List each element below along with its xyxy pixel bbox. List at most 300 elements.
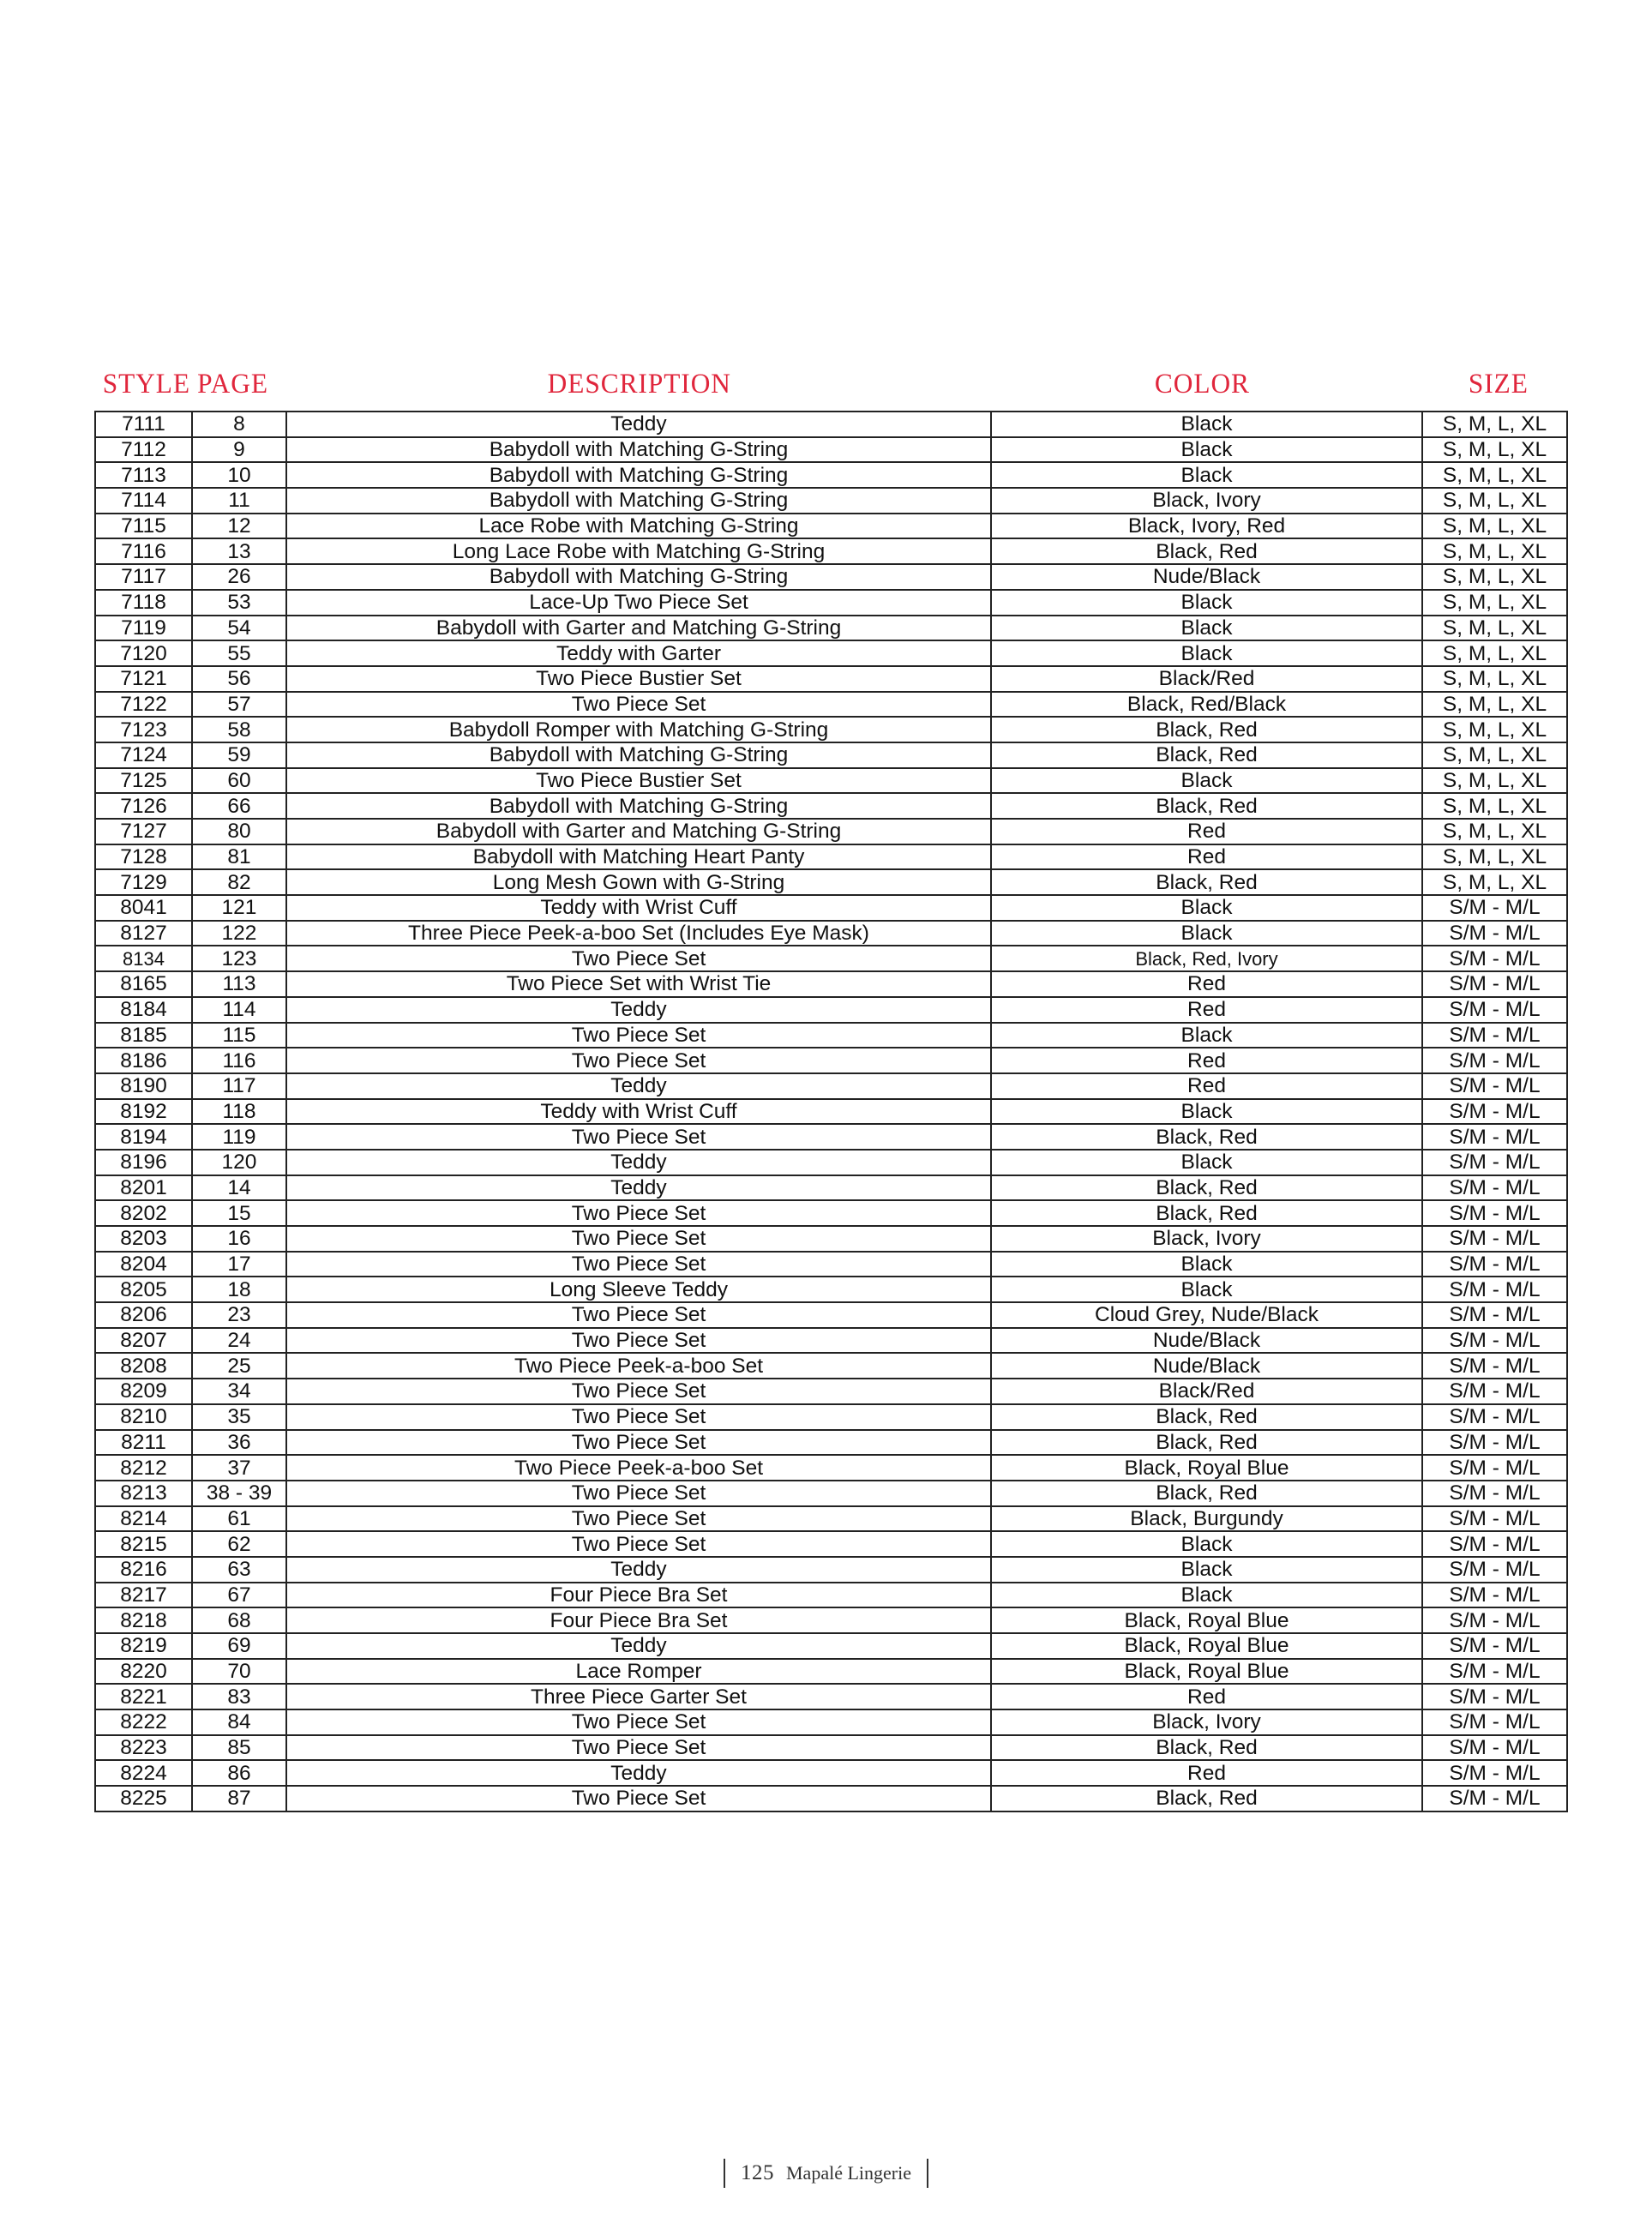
page-cell: 84 <box>192 1709 286 1735</box>
style-cell: 8201 <box>95 1175 192 1201</box>
page-cell: 56 <box>192 666 286 692</box>
size-cell: S, M, L, XL <box>1422 742 1567 768</box>
table-row <box>95 564 1567 590</box>
size-cell: S/M - M/L <box>1422 946 1567 971</box>
page-cell: 24 <box>192 1328 286 1354</box>
description-cell: Long Mesh Gown with G-String <box>286 869 991 895</box>
style-cell: 8212 <box>95 1455 192 1481</box>
color-cell: Black, Red <box>991 742 1422 768</box>
size-cell: S/M - M/L <box>1422 1379 1567 1404</box>
size-cell: S/M - M/L <box>1422 895 1567 921</box>
size-cell: S/M - M/L <box>1422 1531 1567 1557</box>
page-cell: 119 <box>192 1124 286 1150</box>
footer-brand: Mapalé Lingerie <box>786 2162 911 2184</box>
style-cell: 8196 <box>95 1150 192 1175</box>
style-cell: 8165 <box>95 971 192 997</box>
page-cell: 38 - 39 <box>192 1481 286 1506</box>
table-row <box>95 895 1567 921</box>
page-cell: 120 <box>192 1150 286 1175</box>
style-cell: 7114 <box>95 488 192 514</box>
style-cell: 7125 <box>95 768 192 794</box>
page-cell: 69 <box>192 1633 286 1659</box>
page-cell: 81 <box>192 844 286 870</box>
description-cell: Two Piece Set <box>286 1252 991 1277</box>
page-cell: 26 <box>192 564 286 590</box>
description-cell: Long Sleeve Teddy <box>286 1277 991 1302</box>
color-cell: Black, Red <box>991 1735 1422 1761</box>
style-cell: 7113 <box>95 462 192 488</box>
page-cell: 86 <box>192 1760 286 1786</box>
color-cell: Black, Red <box>991 793 1422 819</box>
style-cell: 8216 <box>95 1557 192 1583</box>
style-cell: 8202 <box>95 1200 192 1226</box>
table-row <box>95 538 1567 564</box>
color-cell: Black, Ivory, Red <box>991 514 1422 539</box>
color-cell: Black, Royal Blue <box>991 1633 1422 1659</box>
size-cell: S/M - M/L <box>1422 1353 1567 1379</box>
description-cell: Babydoll with Matching G-String <box>286 742 991 768</box>
table-row <box>95 768 1567 794</box>
description-cell: Teddy <box>286 412 991 437</box>
style-cell: 8185 <box>95 1023 192 1048</box>
description-cell: Teddy with Garter <box>286 640 991 666</box>
description-cell: Two Piece Set <box>286 1023 991 1048</box>
table-row <box>95 971 1567 997</box>
table-row <box>95 590 1567 616</box>
table-row <box>95 1150 1567 1175</box>
size-cell: S/M - M/L <box>1422 1735 1567 1761</box>
color-cell: Black, Red <box>991 717 1422 742</box>
color-cell: Black <box>991 768 1422 794</box>
size-cell: S/M - M/L <box>1422 1684 1567 1709</box>
page-cell: 36 <box>192 1430 286 1456</box>
description-cell: Two Piece Set <box>286 1302 991 1328</box>
color-cell: Black, Red/Black <box>991 692 1422 718</box>
description-cell: Two Piece Set <box>286 1709 991 1735</box>
table-row <box>95 1200 1567 1226</box>
style-cell: 8213 <box>95 1481 192 1506</box>
page-cell: 55 <box>192 640 286 666</box>
description-cell: Two Piece Set with Wrist Tie <box>286 971 991 997</box>
size-cell: S, M, L, XL <box>1422 666 1567 692</box>
color-cell: Black <box>991 1277 1422 1302</box>
description-cell: Two Piece Set <box>286 946 991 971</box>
size-cell: S, M, L, XL <box>1422 590 1567 616</box>
style-cell: 8041 <box>95 895 192 921</box>
description-cell: Two Piece Set <box>286 1481 991 1506</box>
page-cell: 115 <box>192 1023 286 1048</box>
size-cell: S, M, L, XL <box>1422 616 1567 641</box>
style-cell: 8224 <box>95 1760 192 1786</box>
color-cell: Black <box>991 1150 1422 1175</box>
color-cell: Red <box>991 844 1422 870</box>
style-cell: 8223 <box>95 1735 192 1761</box>
page-cell: 70 <box>192 1659 286 1685</box>
description-cell: Four Piece Bra Set <box>286 1607 991 1633</box>
style-cell: 7122 <box>95 692 192 718</box>
style-index-table <box>94 411 1566 1812</box>
size-cell: S, M, L, XL <box>1422 462 1567 488</box>
table-row <box>95 1175 1567 1201</box>
color-cell: Red <box>991 819 1422 844</box>
style-cell: 8186 <box>95 1048 192 1073</box>
description-cell: Lace-Up Two Piece Set <box>286 590 991 616</box>
table-row <box>95 742 1567 768</box>
page-number: 125 <box>741 2161 774 2184</box>
description-cell: Lace Robe with Matching G-String <box>286 514 991 539</box>
description-cell: Babydoll with Matching G-String <box>286 488 991 514</box>
style-cell: 7126 <box>95 793 192 819</box>
color-cell: Black, Ivory <box>991 1709 1422 1735</box>
table-row <box>95 1302 1567 1328</box>
color-cell: Red <box>991 1048 1422 1073</box>
color-cell: Black, Red <box>991 1404 1422 1430</box>
style-cell: 7115 <box>95 514 192 539</box>
description-cell: Two Piece Set <box>286 692 991 718</box>
description-cell: Teddy <box>286 1633 991 1659</box>
color-cell: Black <box>991 412 1422 437</box>
table-row <box>95 488 1567 514</box>
page-cell: 58 <box>192 717 286 742</box>
description-cell: Two Piece Set <box>286 1735 991 1761</box>
page-cell: 8 <box>192 412 286 437</box>
table-row <box>95 1430 1567 1456</box>
color-cell: Black <box>991 895 1422 921</box>
description-cell: Teddy <box>286 1073 991 1099</box>
style-cell: 7118 <box>95 590 192 616</box>
style-cell: 7112 <box>95 437 192 463</box>
style-cell: 7128 <box>95 844 192 870</box>
size-cell: S/M - M/L <box>1422 1252 1567 1277</box>
table-row <box>95 1709 1567 1735</box>
table-row <box>95 1607 1567 1633</box>
description-cell: Babydoll with Garter and Matching G-String <box>286 819 991 844</box>
style-cell: 8222 <box>95 1709 192 1735</box>
style-cell: 7120 <box>95 640 192 666</box>
color-cell: Black <box>991 1583 1422 1608</box>
table-row <box>95 412 1567 437</box>
size-cell: S/M - M/L <box>1422 1786 1567 1811</box>
description-cell: Three Piece Peek-a-boo Set (Includes Eye Mask) <box>286 921 991 946</box>
color-cell: Black, Red <box>991 1430 1422 1456</box>
table-row <box>95 1404 1567 1430</box>
table-row <box>95 692 1567 718</box>
style-cell: 7111 <box>95 412 192 437</box>
size-cell: S/M - M/L <box>1422 1709 1567 1735</box>
header-page: PAGE <box>197 369 268 400</box>
table-row <box>95 717 1567 742</box>
color-cell: Nude/Black <box>991 564 1422 590</box>
page-cell: 67 <box>192 1583 286 1608</box>
description-cell: Teddy <box>286 1175 991 1201</box>
style-cell: 8218 <box>95 1607 192 1633</box>
size-cell: S/M - M/L <box>1422 1583 1567 1608</box>
table-row <box>95 1583 1567 1608</box>
style-cell: 8192 <box>95 1099 192 1125</box>
style-cell: 7121 <box>95 666 192 692</box>
style-cell: 7117 <box>95 564 192 590</box>
description-cell: Lace Romper <box>286 1659 991 1685</box>
style-cell: 8221 <box>95 1684 192 1709</box>
description-cell: Two Piece Set <box>286 1404 991 1430</box>
description-cell: Two Piece Set <box>286 1531 991 1557</box>
color-cell: Black/Red <box>991 1379 1422 1404</box>
table-row <box>95 997 1567 1023</box>
page-cell: 62 <box>192 1531 286 1557</box>
description-cell: Two Piece Set <box>286 1124 991 1150</box>
size-cell: S/M - M/L <box>1422 1150 1567 1175</box>
table-row <box>95 1760 1567 1786</box>
color-cell: Black, Royal Blue <box>991 1607 1422 1633</box>
color-cell: Black/Red <box>991 666 1422 692</box>
style-cell: 8225 <box>95 1786 192 1811</box>
style-cell: 8208 <box>95 1353 192 1379</box>
table-row <box>95 1481 1567 1506</box>
table-row <box>95 1531 1567 1557</box>
style-cell: 8194 <box>95 1124 192 1150</box>
size-cell: S/M - M/L <box>1422 1481 1567 1506</box>
page-cell: 16 <box>192 1226 286 1252</box>
style-cell: 8210 <box>95 1404 192 1430</box>
color-cell: Black, Red <box>991 1124 1422 1150</box>
table-row <box>95 1506 1567 1532</box>
description-cell: Two Piece Set <box>286 1786 991 1811</box>
table-row <box>95 921 1567 946</box>
style-cell: 7124 <box>95 742 192 768</box>
table-row <box>95 1277 1567 1302</box>
header-size: SIZE <box>1468 369 1529 400</box>
color-cell: Black <box>991 590 1422 616</box>
size-cell: S/M - M/L <box>1422 1659 1567 1685</box>
page-cell: 54 <box>192 616 286 641</box>
page-cell: 15 <box>192 1200 286 1226</box>
page-cell: 53 <box>192 590 286 616</box>
page-cell: 10 <box>192 462 286 488</box>
style-cell: 7116 <box>95 538 192 564</box>
style-cell: 8190 <box>95 1073 192 1099</box>
table-row <box>95 1379 1567 1404</box>
size-cell: S, M, L, XL <box>1422 564 1567 590</box>
table-row <box>95 514 1567 539</box>
size-cell: S, M, L, XL <box>1422 640 1567 666</box>
description-cell: Babydoll with Matching G-String <box>286 564 991 590</box>
page-cell: 117 <box>192 1073 286 1099</box>
size-cell: S, M, L, XL <box>1422 819 1567 844</box>
description-cell: Two Piece Bustier Set <box>286 768 991 794</box>
table-row <box>95 869 1567 895</box>
table-body <box>95 412 1567 1811</box>
size-cell: S/M - M/L <box>1422 1099 1567 1125</box>
color-cell: Black <box>991 1531 1422 1557</box>
description-cell: Teddy with Wrist Cuff <box>286 1099 991 1125</box>
style-cell: 8205 <box>95 1277 192 1302</box>
description-cell: Babydoll with Matching G-String <box>286 462 991 488</box>
table-row <box>95 1099 1567 1125</box>
color-cell: Black <box>991 462 1422 488</box>
description-cell: Two Piece Set <box>286 1430 991 1456</box>
table-row <box>95 1735 1567 1761</box>
color-cell: Black <box>991 1557 1422 1583</box>
table-row <box>95 437 1567 463</box>
style-cell: 8214 <box>95 1506 192 1532</box>
table-row <box>95 1633 1567 1659</box>
color-cell: Red <box>991 1684 1422 1709</box>
style-cell: 8206 <box>95 1302 192 1328</box>
table-row <box>95 793 1567 819</box>
size-cell: S, M, L, XL <box>1422 692 1567 718</box>
size-cell: S/M - M/L <box>1422 1557 1567 1583</box>
page-footer <box>0 2159 1652 2188</box>
style-cell: 8220 <box>95 1659 192 1685</box>
color-cell: Black <box>991 1023 1422 1048</box>
color-cell: Black, Ivory <box>991 488 1422 514</box>
style-cell: 7127 <box>95 819 192 844</box>
size-cell: S, M, L, XL <box>1422 488 1567 514</box>
description-cell: Two Piece Set <box>286 1506 991 1532</box>
style-cell: 7129 <box>95 869 192 895</box>
description-cell: Two Piece Peek-a-boo Set <box>286 1353 991 1379</box>
description-cell: Four Piece Bra Set <box>286 1583 991 1608</box>
description-cell: Two Piece Bustier Set <box>286 666 991 692</box>
description-cell: Two Piece Set <box>286 1048 991 1073</box>
table-row <box>95 616 1567 641</box>
style-cell: 8134 <box>95 946 192 971</box>
page-cell: 61 <box>192 1506 286 1532</box>
color-cell: Black <box>991 437 1422 463</box>
description-cell: Babydoll with Matching G-String <box>286 793 991 819</box>
table-row <box>95 844 1567 870</box>
page-cell: 63 <box>192 1557 286 1583</box>
size-cell: S/M - M/L <box>1422 1302 1567 1328</box>
page-cell: 12 <box>192 514 286 539</box>
description-cell: Two Piece Set <box>286 1328 991 1354</box>
page-cell: 11 <box>192 488 286 514</box>
table-row <box>95 946 1567 971</box>
style-cell: 8209 <box>95 1379 192 1404</box>
page-cell: 25 <box>192 1353 286 1379</box>
style-cell: 8184 <box>95 997 192 1023</box>
page-cell: 17 <box>192 1252 286 1277</box>
size-cell: S, M, L, XL <box>1422 717 1567 742</box>
style-cell: 8215 <box>95 1531 192 1557</box>
table-row <box>95 1226 1567 1252</box>
description-cell: Babydoll Romper with Matching G-String <box>286 717 991 742</box>
size-cell: S, M, L, XL <box>1422 538 1567 564</box>
color-cell: Black, Red <box>991 1481 1422 1506</box>
table-row <box>95 1557 1567 1583</box>
style-cell: 8219 <box>95 1633 192 1659</box>
description-cell: Babydoll with Garter and Matching G-String <box>286 616 991 641</box>
color-cell: Nude/Black <box>991 1353 1422 1379</box>
size-cell: S, M, L, XL <box>1422 844 1567 870</box>
style-cell: 7123 <box>95 717 192 742</box>
size-cell: S, M, L, XL <box>1422 793 1567 819</box>
page-cell: 14 <box>192 1175 286 1201</box>
size-cell: S, M, L, XL <box>1422 768 1567 794</box>
color-cell: Black, Red <box>991 869 1422 895</box>
color-cell: Black, Red <box>991 1200 1422 1226</box>
color-cell: Black <box>991 1252 1422 1277</box>
color-cell: Red <box>991 997 1422 1023</box>
description-cell: Two Piece Set <box>286 1200 991 1226</box>
page-cell: 116 <box>192 1048 286 1073</box>
description-cell: Teddy <box>286 1760 991 1786</box>
description-cell: Teddy with Wrist Cuff <box>286 895 991 921</box>
style-cell: 8127 <box>95 921 192 946</box>
table-row <box>95 1073 1567 1099</box>
table-row <box>95 1328 1567 1354</box>
size-cell: S/M - M/L <box>1422 1404 1567 1430</box>
page-cell: 59 <box>192 742 286 768</box>
page-cell: 60 <box>192 768 286 794</box>
size-cell: S/M - M/L <box>1422 1607 1567 1633</box>
table-row <box>95 462 1567 488</box>
description-cell: Teddy <box>286 997 991 1023</box>
size-cell: S/M - M/L <box>1422 921 1567 946</box>
table-row <box>95 1684 1567 1709</box>
size-cell: S/M - M/L <box>1422 1633 1567 1659</box>
size-cell: S/M - M/L <box>1422 1048 1567 1073</box>
page-cell: 35 <box>192 1404 286 1430</box>
description-cell: Babydoll with Matching G-String <box>286 437 991 463</box>
table-row <box>95 1023 1567 1048</box>
color-cell: Black <box>991 616 1422 641</box>
color-cell: Red <box>991 1760 1422 1786</box>
page-cell: 113 <box>192 971 286 997</box>
size-cell: S/M - M/L <box>1422 997 1567 1023</box>
header-description: DESCRIPTION <box>547 369 731 400</box>
color-cell: Black, Royal Blue <box>991 1659 1422 1685</box>
color-cell: Cloud Grey, Nude/Black <box>991 1302 1422 1328</box>
color-cell: Black, Red <box>991 1786 1422 1811</box>
size-cell: S/M - M/L <box>1422 971 1567 997</box>
header-style: STYLE <box>102 369 190 400</box>
page-cell: 85 <box>192 1735 286 1761</box>
color-cell: Black, Red <box>991 1175 1422 1201</box>
color-cell: Black <box>991 640 1422 666</box>
page-cell: 82 <box>192 869 286 895</box>
description-cell: Babydoll with Matching Heart Panty <box>286 844 991 870</box>
table-row <box>95 1786 1567 1811</box>
description-cell: Two Piece Set <box>286 1226 991 1252</box>
description-cell: Teddy <box>286 1557 991 1583</box>
size-cell: S/M - M/L <box>1422 1506 1567 1532</box>
table-row <box>95 1659 1567 1685</box>
color-cell: Black, Burgundy <box>991 1506 1422 1532</box>
style-cell: 8211 <box>95 1430 192 1456</box>
style-cell: 8203 <box>95 1226 192 1252</box>
page-cell: 80 <box>192 819 286 844</box>
size-cell: S/M - M/L <box>1422 1023 1567 1048</box>
table-row <box>95 1455 1567 1481</box>
size-cell: S, M, L, XL <box>1422 514 1567 539</box>
description-cell: Long Lace Robe with Matching G-String <box>286 538 991 564</box>
color-cell: Black, Red, Ivory <box>991 946 1422 971</box>
page-cell: 13 <box>192 538 286 564</box>
style-cell: 8217 <box>95 1583 192 1608</box>
page-cell: 83 <box>192 1684 286 1709</box>
page-cell: 23 <box>192 1302 286 1328</box>
description-cell: Two Piece Peek-a-boo Set <box>286 1455 991 1481</box>
size-cell: S/M - M/L <box>1422 1760 1567 1786</box>
page-cell: 87 <box>192 1786 286 1811</box>
header-color: COLOR <box>1154 369 1250 400</box>
footer-divider-left <box>724 2159 725 2188</box>
color-cell: Black, Royal Blue <box>991 1455 1422 1481</box>
color-cell: Red <box>991 971 1422 997</box>
style-cell: 7119 <box>95 616 192 641</box>
column-headers <box>0 369 1652 408</box>
